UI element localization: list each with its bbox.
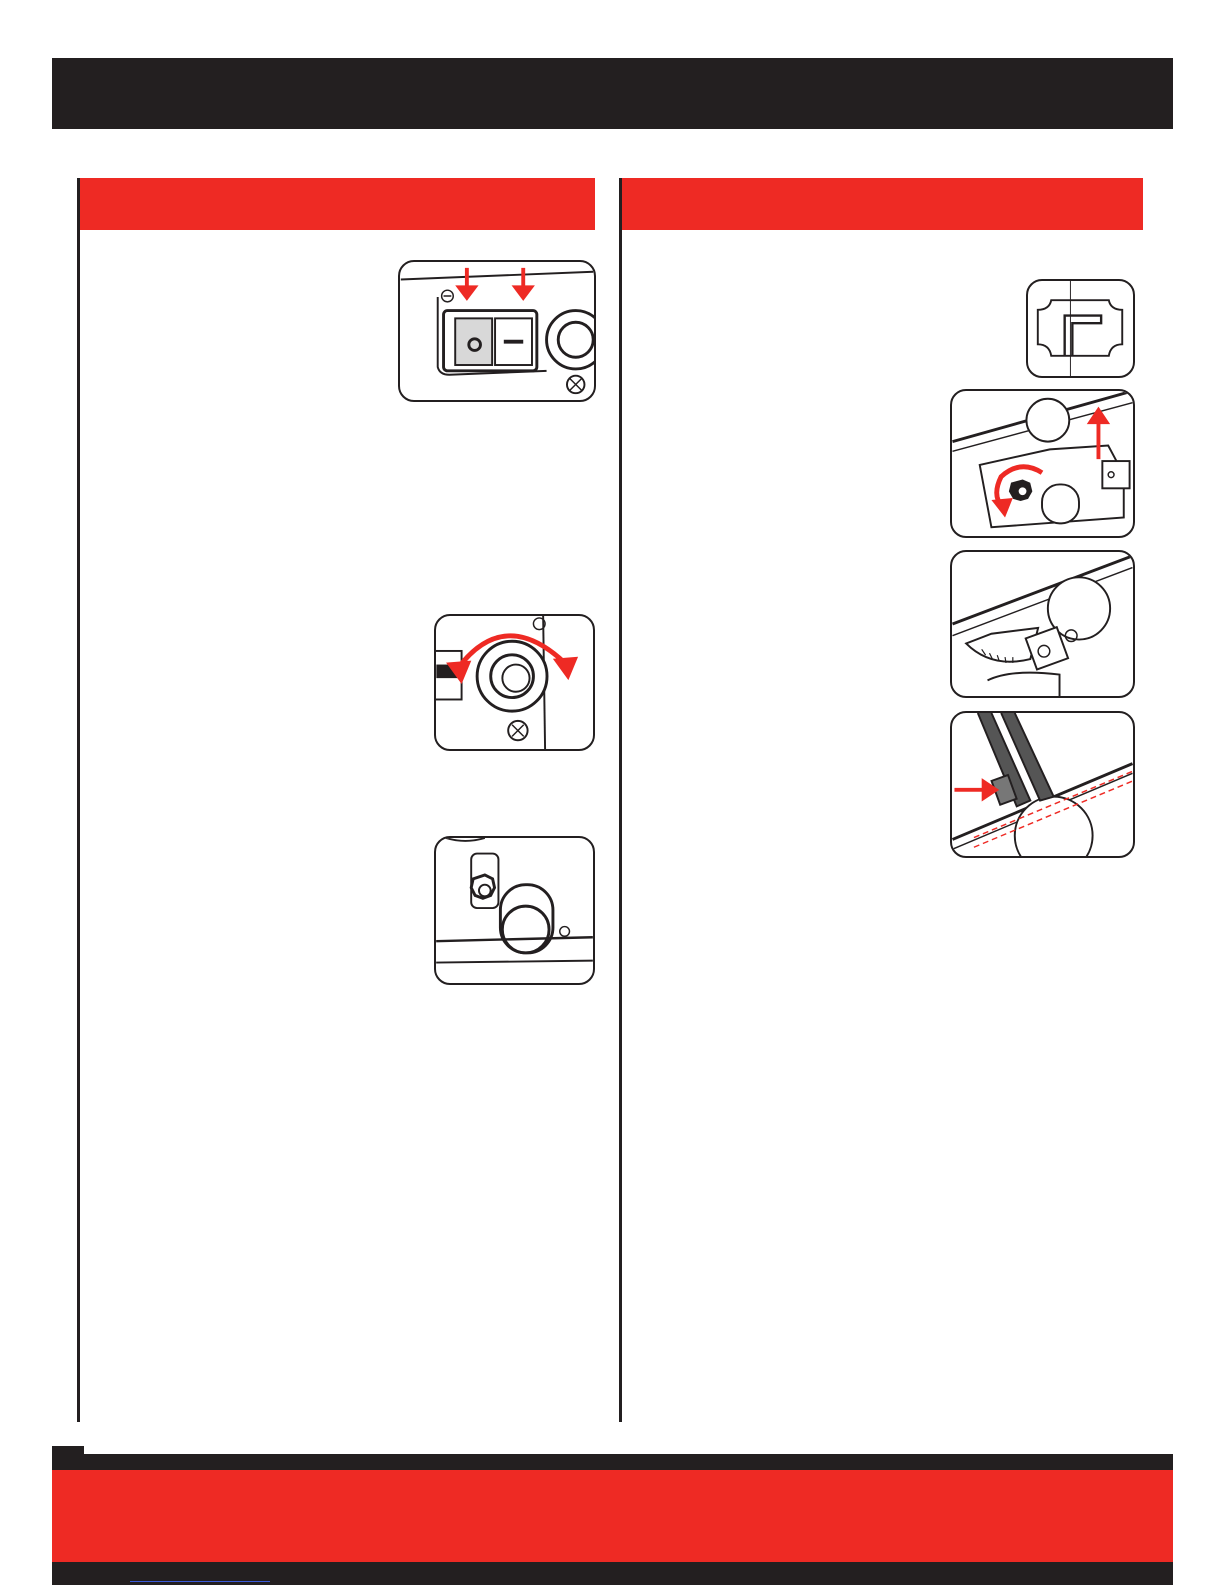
down-arrow-icon: [512, 268, 535, 301]
square-check-figure: [1026, 279, 1135, 378]
bevel-scale-figure: [950, 550, 1135, 698]
bevel-release-figure: [950, 389, 1135, 538]
footer-red-band: [52, 1470, 1173, 1562]
right-column-rule: [619, 178, 622, 1422]
down-arrow-icon: [455, 268, 478, 301]
blade-square-figure: [950, 711, 1135, 858]
left-section-header: [80, 178, 595, 230]
left-column-rule: [77, 178, 80, 1422]
knob-rotation-figure: [434, 614, 595, 751]
footer-link-underline[interactable]: [130, 1581, 270, 1582]
header-bar: [52, 58, 1173, 129]
screw-icon: [442, 290, 454, 302]
switch-figure: [398, 260, 596, 402]
lock-knob-figure: [434, 836, 595, 985]
right-section-header: [622, 178, 1143, 230]
